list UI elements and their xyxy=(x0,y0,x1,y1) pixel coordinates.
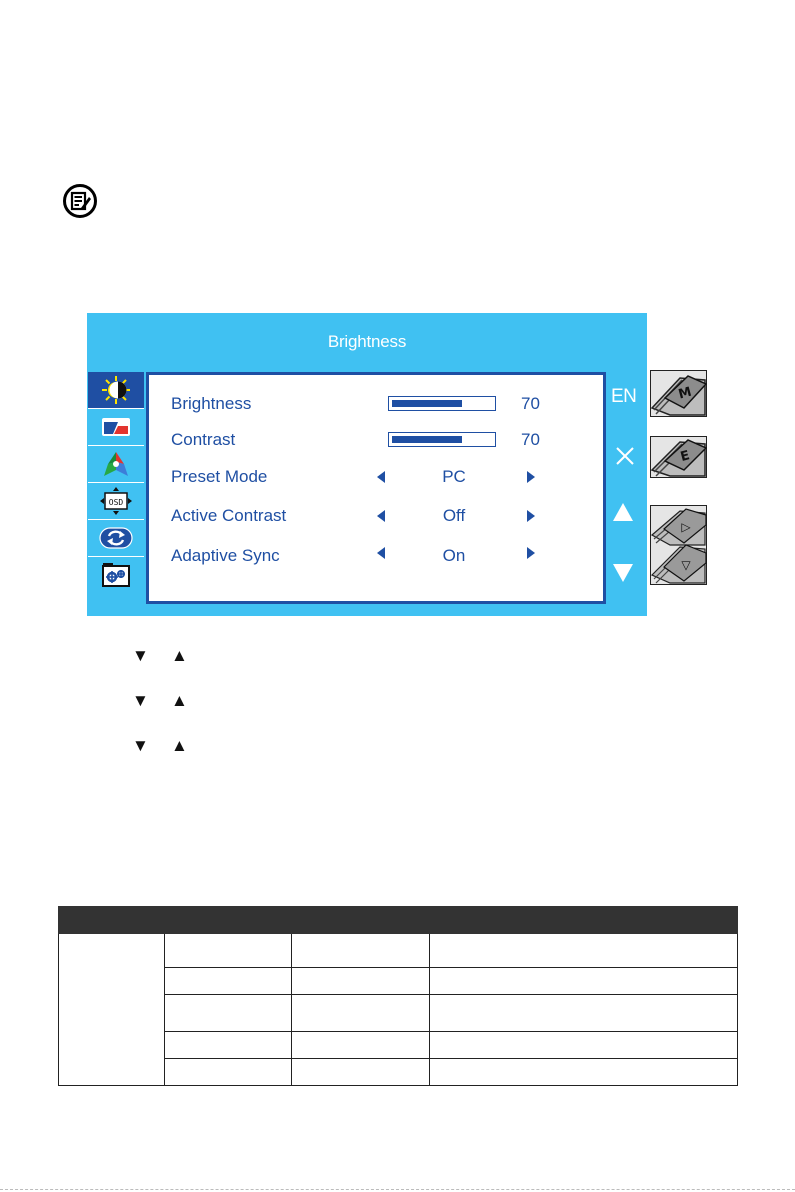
right-arrow-icon[interactable] xyxy=(527,510,535,522)
page-edge xyxy=(0,1189,795,1190)
brightness-slider[interactable] xyxy=(388,396,496,411)
right-arrow-icon[interactable] xyxy=(527,547,535,559)
down-triangle-icon: ▼ xyxy=(132,646,149,665)
down-triangle-icon: ▼ xyxy=(132,736,149,755)
contrast-slider[interactable] xyxy=(388,432,496,447)
misc-setup-icon xyxy=(101,562,131,588)
down-key-label: ▽ xyxy=(681,558,691,572)
up-triangle-icon: ▲ xyxy=(171,736,188,755)
brightness-icon xyxy=(101,375,131,405)
setting-value: On xyxy=(442,546,466,565)
table-cell xyxy=(430,1059,738,1086)
close-icon[interactable] xyxy=(614,445,636,467)
tab-image[interactable] xyxy=(88,409,144,445)
settings-table xyxy=(58,906,738,1086)
table-cell xyxy=(291,1059,430,1086)
tab-misc-setup[interactable] xyxy=(88,557,144,593)
note-icon xyxy=(63,184,97,218)
table-cell xyxy=(164,1059,291,1086)
setting-row-adaptive-sync[interactable] xyxy=(149,544,603,568)
table-cell xyxy=(291,1032,430,1059)
up-arrow-icon[interactable] xyxy=(612,502,634,522)
step-line xyxy=(127,691,197,711)
table-cell xyxy=(164,995,291,1032)
setting-label: Active Contrast xyxy=(171,506,287,525)
setting-row-preset-mode[interactable] xyxy=(149,465,603,489)
setting-row-contrast[interactable] xyxy=(149,428,603,452)
step-line xyxy=(127,736,197,756)
table-cell xyxy=(291,934,430,968)
color-icon xyxy=(102,450,130,478)
osd-title: Brightness xyxy=(327,332,407,351)
table-cell xyxy=(164,934,291,968)
setting-label: Contrast xyxy=(171,430,236,449)
table-cell xyxy=(291,968,430,995)
table-cell xyxy=(59,934,165,1086)
down-triangle-icon: ▼ xyxy=(132,691,149,710)
up-down-keys[interactable] xyxy=(650,505,707,585)
exit-key[interactable] xyxy=(650,436,707,478)
up-triangle-icon: ▲ xyxy=(171,646,188,665)
table-cell xyxy=(430,1032,738,1059)
tab-color[interactable] xyxy=(88,446,144,482)
language-label[interactable]: EN xyxy=(611,386,637,407)
table-header xyxy=(59,907,738,934)
reset-icon xyxy=(99,527,133,549)
setting-label: Preset Mode xyxy=(171,467,268,486)
left-arrow-icon[interactable] xyxy=(377,547,385,559)
tab-reset[interactable] xyxy=(88,520,144,556)
slider-fill xyxy=(392,436,462,443)
osd-setup-icon xyxy=(100,487,132,515)
table-cell xyxy=(291,995,430,1032)
setting-row-active-contrast[interactable] xyxy=(149,504,603,528)
setting-label: Brightness xyxy=(171,394,252,413)
table-cell xyxy=(164,1032,291,1059)
table-header-cell xyxy=(164,907,291,934)
tab-brightness[interactable] xyxy=(88,372,144,408)
image-icon xyxy=(101,416,131,438)
setting-value: 70 xyxy=(521,394,540,413)
table-cell xyxy=(430,934,738,968)
right-arrow-icon[interactable] xyxy=(527,471,535,483)
table-row xyxy=(59,934,738,968)
osd-menu xyxy=(87,313,647,616)
up-triangle-icon: ▲ xyxy=(171,691,188,710)
down-arrow-icon[interactable] xyxy=(612,563,634,583)
settings-panel xyxy=(146,372,606,604)
left-arrow-icon[interactable] xyxy=(377,510,385,522)
left-arrow-icon[interactable] xyxy=(377,471,385,483)
up-key-label: ▷ xyxy=(681,520,691,534)
table-cell xyxy=(430,968,738,995)
table-cell xyxy=(164,968,291,995)
setting-row-brightness[interactable] xyxy=(149,392,603,416)
table-header-cell xyxy=(291,907,430,934)
setting-label: Adaptive Sync xyxy=(171,546,280,565)
svg-text:OSD: OSD xyxy=(108,498,124,507)
menu-key-label: M xyxy=(676,384,694,403)
table-header-cell xyxy=(430,907,738,934)
table-header-cell xyxy=(59,907,165,934)
slider-fill xyxy=(392,400,462,407)
table-cell xyxy=(430,995,738,1032)
step-line xyxy=(127,646,197,666)
setting-value: 70 xyxy=(521,430,540,449)
exit-key-label: E xyxy=(678,448,692,466)
tab-osd-setup[interactable] xyxy=(88,483,144,519)
setting-value: PC xyxy=(442,467,466,486)
menu-key[interactable] xyxy=(650,370,707,417)
setting-value: Off xyxy=(442,506,466,525)
